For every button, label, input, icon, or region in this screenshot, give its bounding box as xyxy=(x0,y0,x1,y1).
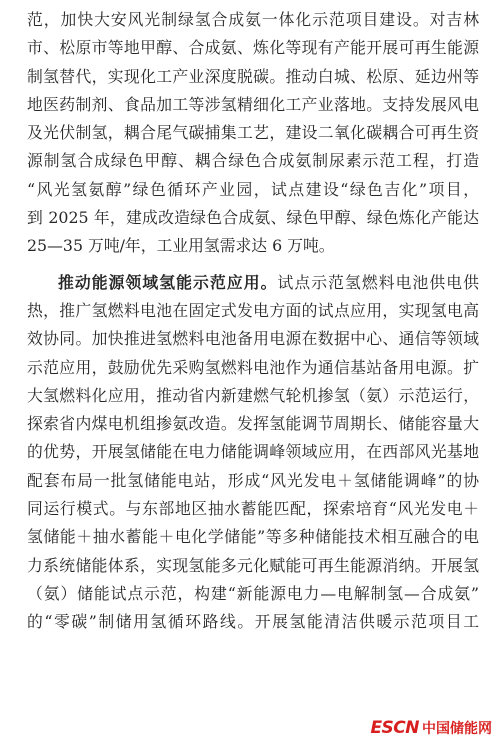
text-line: 热，推广氢燃料电池在固定式发电方面的试点应用，实现氢电高 xyxy=(27,300,479,320)
watermark-text: 中国储能网 xyxy=(422,721,492,737)
text-line: 范，加快大安风光制绿氢合成氨一体化示范项目建设。对吉林 xyxy=(27,10,479,29)
section-heading: 推动能源领域氢能示范应用。 xyxy=(58,272,278,292)
text-line: （氨）储能试点示范，构建“新能源电力—电解制氢—合成氨” xyxy=(27,583,479,603)
heading-line xyxy=(27,269,479,297)
text-line: 同运行模式。与东部地区抽水蓄能匹配，探索培育“风光发电＋ xyxy=(27,499,479,519)
paragraph-gap xyxy=(27,261,479,269)
text-line: 25—35 万吨/年，工业用氢需求达 6 万吨。 xyxy=(27,236,335,256)
text-line: 示范应用，鼓励优先采购氢燃料电池作为通信基站备用电源。扩 xyxy=(27,357,479,377)
text-line: 探索省内煤电机组掺氨改造。发挥氢能调节周期长、储能容量大 xyxy=(27,414,479,434)
paragraph-2 xyxy=(27,269,479,637)
text-line: “风光氢氨醇”绿色循环产业园，试点建设“绿色吉化”项目， xyxy=(27,179,479,199)
text-line: 及光伏制氢，耦合尾气碳捕集工艺，建设二氧化碳耦合可再生资 xyxy=(27,123,479,143)
text-line: 的优势，开展氢储能在电力储能调峰领域应用，在西部风光基地 xyxy=(27,442,479,462)
text-line: 市、松原市等地甲醇、合成氨、炼化等现有产能开展可再生能源 xyxy=(27,38,479,58)
text-line: 源制氢合成绿色甲醇、耦合绿色合成氨制尿素示范工程，打造 xyxy=(27,151,479,171)
text-line: 到 2025 年，建成改造绿色合成氨、绿色甲醇、绿色炼化产能达 xyxy=(27,208,479,228)
text-line: 的“零碳”制储用氢循环路线。开展氢能清洁供暖示范项目工 xyxy=(27,612,479,632)
watermark xyxy=(370,717,492,739)
text-line: 效协同。加快推进氢燃料电池备用电源在数据中心、通信等领域 xyxy=(27,329,479,349)
text-line: 地医药制剂、食品加工等涉氢精细化工产业落地。支持发展风电 xyxy=(27,94,479,114)
text-line: 配套布局一批氢储能电站，形成“风光发电＋氢储能调峰”的协 xyxy=(27,470,479,490)
text-line: 制氢替代，实现化工产业深度脱碳。推动白城、松原、延边州等 xyxy=(27,66,479,86)
heading-line-rest: 试点示范氢燃料电池供电供 xyxy=(277,272,479,292)
document-page xyxy=(27,6,479,637)
text-line: 氢储能＋抽水蓄能＋电化学储能”等多种储能技术相互融合的电 xyxy=(27,527,479,547)
text-line: 大氢燃料化应用，推动省内新建燃气轮机掺氢（氨）示范运行， xyxy=(27,385,479,405)
watermark-logo: ESCN xyxy=(370,718,419,738)
text-line: 力系统储能体系，实现氢能多元化赋能可再生能源消纳。开展氢 xyxy=(27,555,479,575)
paragraph-1 xyxy=(27,6,479,261)
